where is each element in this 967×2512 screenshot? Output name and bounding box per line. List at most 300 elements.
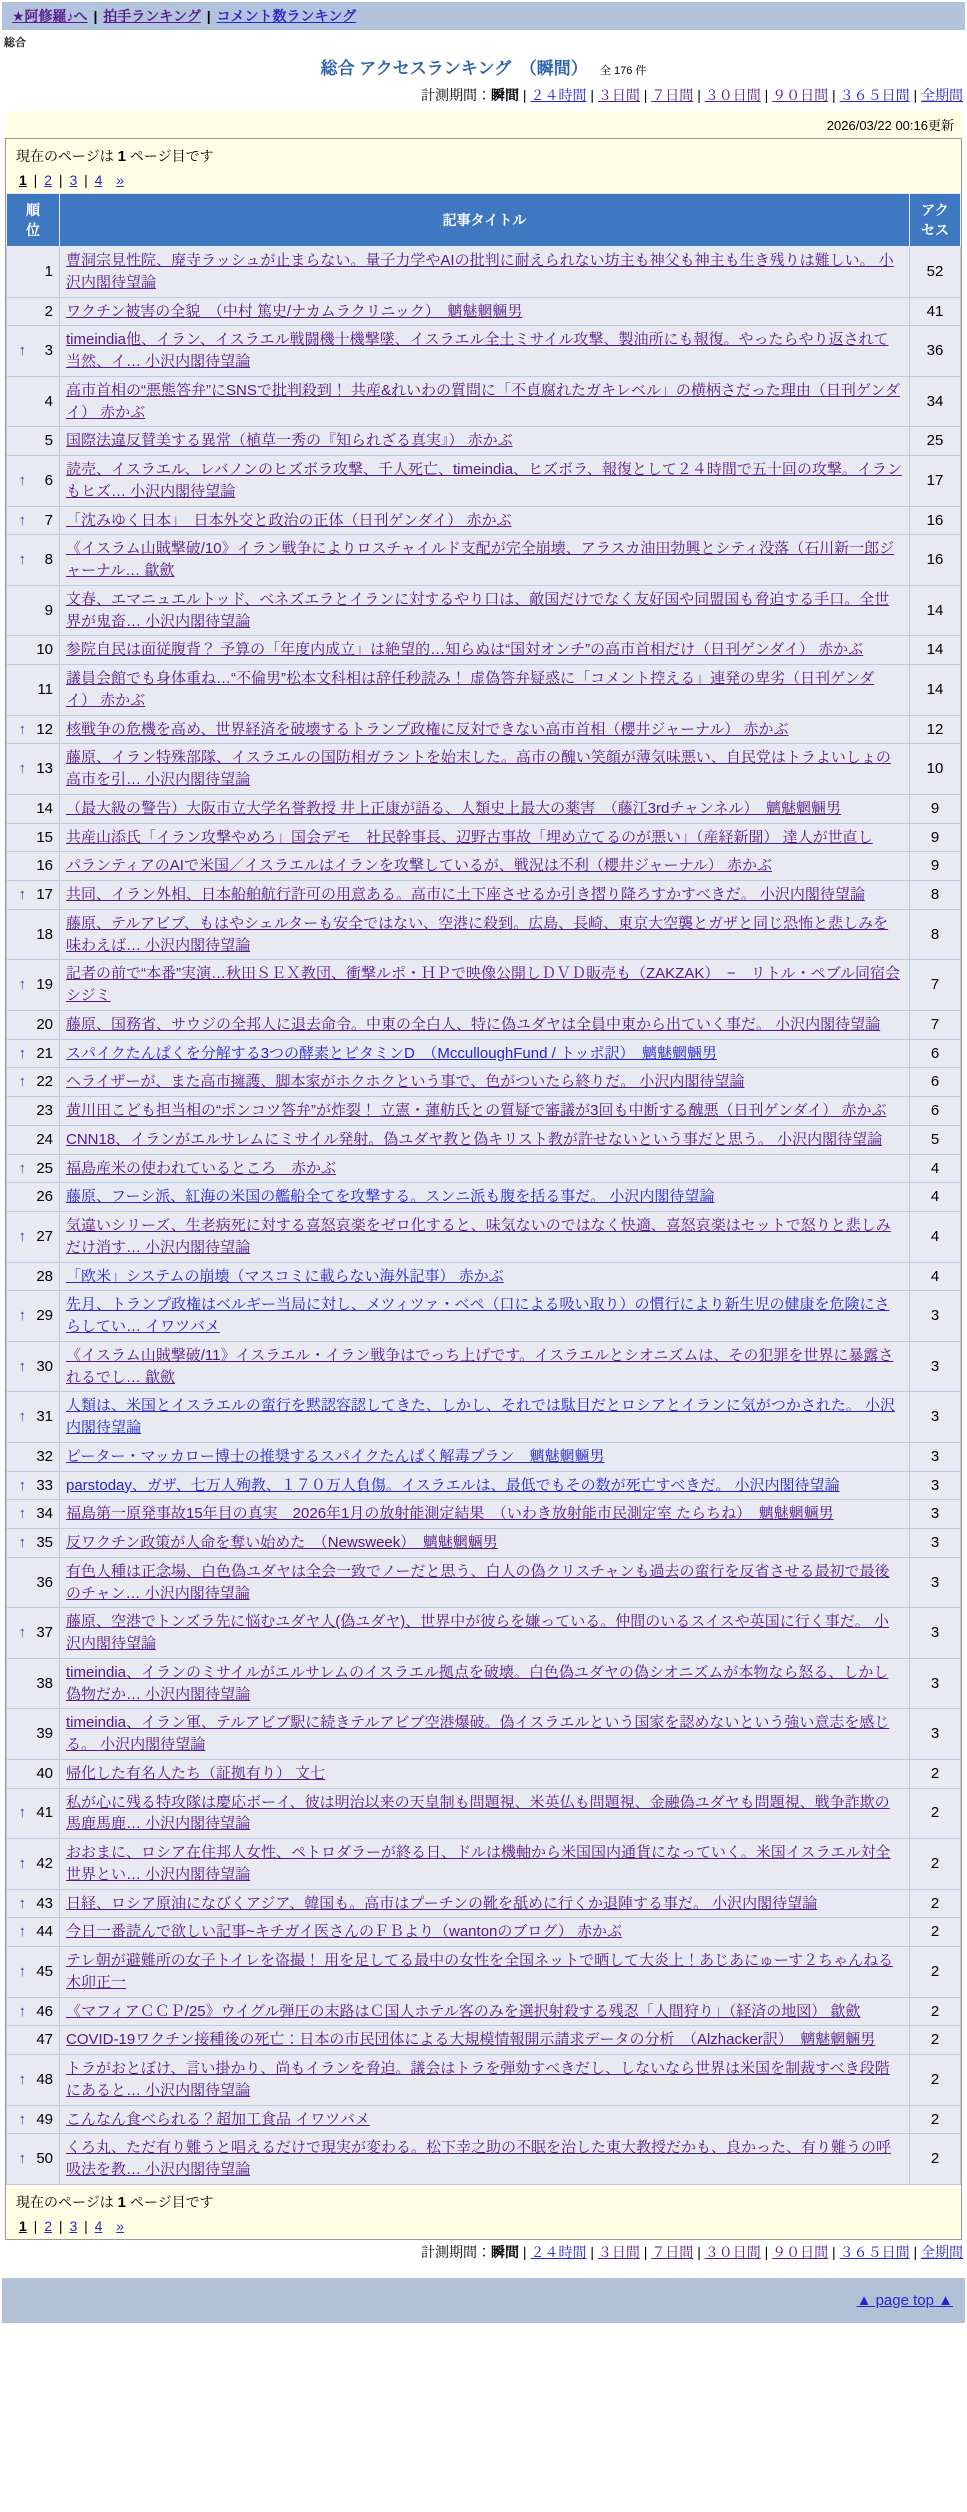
rank-number: 31: [36, 1408, 53, 1426]
article-link[interactable]: 議員会館でも身体重ね…“不倫男”松本文科相は辞任秒読み！ 虚偽答弁疑惑に「コメント控える」連発の卑劣（日刊ゲンダイ） 赤かぶ: [66, 670, 875, 709]
article-link[interactable]: おおまに、ロシア在住邦人女性、ペトロダラーが終る日、ドルは機軸から米国国内通貨になっていく。米国イスラエル対全世界とい… 小沢内閣待望論: [66, 1844, 891, 1883]
up-arrow-icon: ↑: [18, 1073, 26, 1091]
period-option-link[interactable]: ３日間: [597, 2243, 640, 2260]
article-link[interactable]: 読売、イスラエル、レバノンのヒズボラ攻撃、千人死亡、timeindia、ヒズボラ、報復として２４時間で五十回の攻撃。イランもヒズ… 小沢内閣待望論: [66, 461, 902, 500]
article-link[interactable]: 記者の前で“本番”実演…秋田ＳＥＸ教団、衝撃ルポ・ＨＰで映像公開しＤＶＤ販売も（ZAKZAK） − リトル・ペブル同宿会 シジミ: [66, 965, 901, 1004]
rank-number: 47: [36, 2031, 53, 2049]
article-link[interactable]: ヘライザーが、また高市擁護、脚本家がホクホクという事で、色がついたら終りだ。 小沢内閣待望論: [66, 1073, 745, 1091]
table-row: [7, 1608, 961, 1659]
period-option-link[interactable]: ２４時間: [530, 87, 587, 103]
access-count: 5: [910, 1125, 961, 1154]
page-top-link[interactable]: ▲ page top ▲: [856, 2291, 953, 2309]
rank-cell: [7, 823, 60, 852]
rank-number: 1: [44, 262, 53, 280]
separator: |: [519, 2243, 531, 2260]
up-arrow-icon: ↑: [18, 1408, 26, 1426]
access-count: 4: [910, 1262, 961, 1291]
current-page-text: 現在のページは 1 ページ目です: [16, 2193, 214, 2211]
access-count: 3: [910, 1608, 961, 1659]
separator: |: [586, 87, 598, 103]
access-count: 2: [910, 1997, 961, 2026]
up-arrow-icon: ↑: [18, 1476, 26, 1494]
article-link[interactable]: 《イスラム山賊撃破/10》イラン戦争によりロスチャイルド支配が完全崩壊、アラスカ油田勃興とシティ没落（石川新一郎ジャーナル… 歙歛: [66, 540, 895, 579]
title-cell: [60, 1997, 910, 2026]
period-option-link[interactable]: ９０日間: [772, 2243, 829, 2260]
rank-cell: [7, 2055, 60, 2106]
article-link[interactable]: 気違いシリーズ、生老病死に対する喜怒哀楽をゼロ化すると、味気ないのではなく快適、喜怒哀楽はセットで怒りと悲しみだけ消す… 小沢内閣待望論: [66, 1217, 891, 1256]
rank-number: 2: [44, 302, 53, 320]
rank-cell: [7, 636, 60, 665]
ranking-rows: [7, 247, 961, 2185]
rank-cell: [7, 1341, 60, 1392]
rank-cell: [7, 247, 60, 298]
title-cell: [60, 715, 910, 744]
table-row: [7, 1392, 961, 1443]
separator: |: [55, 2217, 67, 2234]
table-row: [7, 427, 961, 456]
page-link[interactable]: 3: [69, 172, 78, 188]
table-row: [7, 1183, 961, 1212]
access-count: 9: [910, 794, 961, 823]
access-count: 3: [910, 1392, 961, 1443]
period-option-link[interactable]: 全期間: [921, 87, 963, 103]
page-links: [16, 172, 951, 188]
title-cell: [60, 1212, 910, 1263]
page-link[interactable]: 2: [44, 172, 53, 188]
article-link[interactable]: 《マフィアＣＣＰ/25》ウイグル弾圧の末路はＣ国人ホテル客のみを選択射殺する残忍「人間狩り」（経済の地図） 歙歛: [66, 2002, 861, 2020]
table-row: [7, 1557, 961, 1608]
rank-number: 28: [36, 1267, 53, 1285]
rank-number: 25: [36, 1159, 53, 1177]
separator: |: [909, 2243, 921, 2260]
article-link[interactable]: timeindia他、イラン、イスラエル戦闘機十機撃墜、イスラエル全土ミサイル攻撃、製油所にも報復。やったらやり返されて当然、イ… 小沢内閣待望論: [66, 331, 889, 370]
title-cell: [60, 1341, 910, 1392]
top-nav-link[interactable]: コメント数ランキング: [216, 8, 357, 24]
table-row: [7, 1529, 961, 1558]
separator: [105, 2218, 113, 2234]
title-cell: [60, 456, 910, 507]
access-count: 2: [910, 1889, 961, 1918]
article-link[interactable]: パランティアのAIで米国／イスラエルはイランを攻撃しているが、戦況は不利（櫻井ジャーナル） 赤かぶ: [66, 857, 772, 875]
rank-number: 39: [36, 1725, 53, 1743]
title-cell: [60, 881, 910, 910]
up-arrow-icon: ↑: [18, 886, 26, 903]
period-option-link[interactable]: ３６５日間: [839, 2243, 910, 2260]
rank-number: 26: [36, 1188, 53, 1206]
table-row: [7, 376, 961, 427]
up-arrow-icon: ↑: [18, 2110, 26, 2128]
article-link[interactable]: timeindia、イラン軍、テルアビブ駅に続きテルアビブ空港爆破。偽イスラエルという国家を認めないという強い意志を感じる。 小沢内閣待望論: [66, 1714, 890, 1753]
period-option-link[interactable]: ２４時間: [530, 2243, 587, 2260]
article-link[interactable]: 今日一番読んで欲しい記事~キチガイ医さんのＦＢより（wantonのブログ） 赤かぶ: [66, 1923, 622, 1941]
article-link[interactable]: こんなん食べられる？超加工食品 イワツバメ: [66, 2110, 370, 2128]
ranking-box: [5, 138, 962, 2240]
article-link[interactable]: 藤原、イラン特殊部隊、イスラエルの国防相ガラントを始末した。高市の醜い笑顔が薄気味悪い、自民党はトラよいしょの高市を引… 小沢内閣待望論: [66, 749, 891, 788]
access-count: 16: [910, 535, 961, 586]
title-cell: [60, 960, 910, 1011]
table-row: [7, 1997, 961, 2026]
article-link[interactable]: 日経、ロシア原油になびくアジア、韓国も。高市はプーチンの靴を舐めに行くか退陣する事だ。 小沢内閣待望論: [66, 1894, 818, 1912]
rank-cell: [7, 2105, 60, 2134]
access-count: 6: [910, 1097, 961, 1126]
table-row: [7, 2134, 961, 2185]
rank-cell: [7, 1658, 60, 1709]
rank-cell: [7, 852, 60, 881]
article-link[interactable]: parstoday、ガザ、七万人殉教、１７０万人負傷。イスラエルは、最低でもその数が死亡すべきだ。 小沢内閣待望論: [66, 1476, 840, 1494]
table-row: [7, 1039, 961, 1068]
rank-number: 34: [36, 1505, 53, 1523]
page-heading: [2, 54, 965, 79]
article-link[interactable]: 共同、イラン外相、日本船舶航行許可の用意ある。高市に土下座させるか引き摺り降ろすかすべきだ。 小沢内閣待望論: [66, 886, 865, 903]
title-cell: [60, 1442, 910, 1471]
table-header-row: [7, 194, 961, 247]
up-arrow-icon: ↑: [18, 1923, 26, 1941]
rank-number: 9: [44, 601, 53, 619]
title-cell: [60, 1788, 910, 1839]
table-row: [7, 456, 961, 507]
article-link[interactable]: COVID-19ワクチン接種後の死亡：日本の市民団体による大規模情報開示請求データの分析 （Alzhacker訳） 魑魅魍魎男: [66, 2031, 876, 2049]
rank-cell: [7, 1097, 60, 1126]
article-link[interactable]: 曹洞宗見性院、廃寺ラッシュが止まらない。量子力学やAIの批判に耐えられない坊主も神父も神主も生き残りは難しい。 小沢内閣待望論: [66, 252, 894, 291]
table-row: [7, 1068, 961, 1097]
article-link[interactable]: テレ朝が避難所の女子トイレを盗撮！ 用を足してる最中の女性を全国ネットで晒して大炎上！あじあにゅーす２ちゃんねる 木卯正一: [66, 1952, 894, 1991]
title-cell: [60, 909, 910, 960]
access-count: 3: [910, 1709, 961, 1760]
rank-cell: [7, 960, 60, 1011]
access-count: 3: [910, 1341, 961, 1392]
rank-number: 35: [36, 1534, 53, 1551]
table-row: [7, 1442, 961, 1471]
access-count: 7: [910, 1010, 961, 1039]
table-row: [7, 1262, 961, 1291]
access-count: 2: [910, 1947, 961, 1998]
rank-number: 21: [36, 1044, 53, 1062]
rank-number: 27: [36, 1227, 53, 1245]
article-link[interactable]: 藤原、空港でトンズラ先に悩むユダヤ人(偽ユダヤ)、世界中が彼らを嫌っている。仲間のいるスイスや英国に行く事だ。 小沢内閣待望論: [66, 1613, 889, 1652]
article-link[interactable]: 高市首相の“悪態答弁”にSNSで批判殺到！ 共産&れいわの質問に「不貞腐れたガキレベル」の横柄さだった理由（日刊ゲンダイ） 赤かぶ: [66, 381, 900, 421]
access-count: 17: [910, 456, 961, 507]
access-count: 36: [910, 326, 961, 377]
rank-cell: [7, 1997, 60, 2026]
title-cell: [60, 1392, 910, 1443]
access-count: 3: [910, 1442, 961, 1471]
rank-number: 17: [36, 886, 53, 903]
rank-number: 32: [36, 1447, 53, 1465]
separator: |: [80, 172, 92, 188]
title-cell: [60, 852, 910, 881]
title-cell: [60, 1291, 910, 1342]
period-option-link[interactable]: 全期間: [921, 2243, 963, 2260]
up-arrow-icon: ↑: [18, 1159, 26, 1177]
page-link-current[interactable]: 1: [19, 2217, 27, 2234]
rank-number: 22: [36, 1073, 53, 1091]
article-link[interactable]: 共産山添氏「イラン攻撃やめろ」国会デモ 社民幹事長、辺野古事故「埋め立てるのが悪い」（産経新聞） 達人が世直し: [66, 828, 873, 846]
title-cell: [60, 326, 910, 377]
separator: |: [29, 172, 42, 188]
title-cell: [60, 744, 910, 795]
article-link[interactable]: 「欧米」システムの崩壊（マスコミに載らない海外記事） 赤かぶ: [66, 1267, 504, 1285]
table-row: [7, 535, 961, 586]
page-link[interactable]: 4: [94, 2217, 103, 2234]
article-link[interactable]: 福島第一原発事故15年目の真実 2026年1月の放射能測定結果 （いわき放射能市民測定室 たらちね） 魑魅魍魎男: [66, 1505, 834, 1523]
title-cell: [60, 247, 910, 298]
title-cell: [60, 2105, 910, 2134]
table-row: [7, 1154, 961, 1183]
title-cell: [60, 1658, 910, 1709]
next-page-link[interactable]: »: [116, 172, 125, 188]
article-link[interactable]: トラがおとぼけ、言い掛かり、尚もイランを脅迫。議会はトラを弾劾すべきだし、しないなら世界は米国を制裁すべき段階にあると… 小沢内閣待望論: [66, 2060, 890, 2099]
rank-number: 43: [36, 1894, 53, 1912]
period-option-link[interactable]: ３６５日間: [839, 87, 910, 103]
table-row: [7, 744, 961, 795]
up-arrow-icon: ↑: [18, 471, 26, 489]
article-link[interactable]: ピーター・マッカロー博士の推奨するスパイクたんぱく解毒プラン 魑魅魍魎男: [66, 1447, 605, 1465]
rank-cell: [7, 744, 60, 795]
period-selector-top: [4, 85, 963, 105]
separator: |: [909, 87, 921, 103]
table-row: [7, 1947, 961, 1998]
rank-cell: [7, 506, 60, 535]
page-link-current[interactable]: 1: [19, 172, 27, 188]
separator: |: [586, 2243, 598, 2260]
table-row: [7, 960, 961, 1011]
separator: |: [89, 8, 102, 24]
page-title: 総合 アクセスランキング （瞬間）: [320, 59, 588, 78]
up-arrow-icon: ↑: [18, 2070, 26, 2088]
article-link[interactable]: 藤原、国務省、サウジの全邦人に退去命令。中東の全白人、特に偽ユダヤは全員中東から出ていく事だ。 小沢内閣待望論: [66, 1015, 881, 1033]
up-arrow-icon: ↑: [18, 1534, 26, 1551]
table-row: [7, 852, 961, 881]
updated-timestamp: 2026/03/22 00:16更新: [5, 111, 962, 138]
period-option-link[interactable]: ３０日間: [704, 2243, 761, 2260]
access-count: 3: [910, 1471, 961, 1500]
table-row: [7, 1839, 961, 1890]
access-count: 2: [910, 1788, 961, 1839]
rank-number: 13: [36, 760, 53, 778]
rank-cell: [7, 535, 60, 586]
article-link[interactable]: スパイクたんぱくを分解する3つの酵素とビタミンD （McculloughFund / トッポ訳） 魑魅魍魎男: [66, 1044, 717, 1062]
title-cell: [60, 1125, 910, 1154]
article-link[interactable]: くろ丸、ただ有り難うと唱えるだけで現実が変わる。松下幸之助の不眠を治した東大教授だかも、良かった、有り難うの呼吸法を教… 小沢内閣待望論: [66, 2139, 892, 2178]
rank-cell: [7, 1788, 60, 1839]
rank-number: 8: [44, 551, 53, 569]
up-arrow-icon: ↑: [18, 1044, 26, 1062]
article-link[interactable]: 核戦争の危機を高め、世界経済を破壊するトランプ政権に反対できない高市首相（櫻井ジャーナル） 赤かぶ: [66, 720, 789, 738]
page-link[interactable]: 3: [69, 2217, 78, 2234]
period-option-link[interactable]: ７日間: [651, 87, 694, 103]
access-count: 3: [910, 1658, 961, 1709]
access-count: 14: [910, 585, 961, 636]
rank-number: 36: [36, 1573, 53, 1591]
table-row: [7, 1500, 961, 1529]
table-row: [7, 636, 961, 665]
rank-number: 10: [36, 641, 53, 659]
rank-number: 6: [44, 471, 53, 489]
separator: |: [828, 87, 840, 103]
title-cell: [60, 1010, 910, 1039]
article-link[interactable]: 参院自民は面従腹背？ 予算の「年度内成立」は絶望的…知らぬは“国対オンチ”の高市首相だけ（日刊ゲンダイ） 赤かぶ: [66, 641, 864, 659]
rank-number: 45: [36, 1962, 53, 1980]
rank-cell: [7, 2134, 60, 2185]
rank-cell: [7, 881, 60, 910]
next-page-link[interactable]: »: [116, 2217, 125, 2234]
title-cell: [60, 1039, 910, 1068]
article-link[interactable]: 有色人種は正念場、白色偽ユダヤは全会一致でノーだと思う、白人の偽クリスチャンも過去の蛮行を反省させる最初で最後のチャン… 小沢内閣待望論: [66, 1562, 890, 1602]
period-selector-bottom: [4, 2242, 963, 2262]
access-count: 14: [910, 636, 961, 665]
page-link[interactable]: 4: [94, 172, 103, 188]
separator: |: [693, 87, 705, 103]
title-cell: [60, 1759, 910, 1788]
period-option-link[interactable]: ９０日間: [772, 87, 829, 103]
title-cell: [60, 1557, 910, 1608]
up-arrow-icon: ↑: [18, 720, 26, 738]
top-nav-link[interactable]: 拍手ランキング: [103, 8, 201, 24]
rank-number: 14: [36, 799, 53, 817]
article-link[interactable]: 文春、エマニュエルトッド、ベネズエラとイランに対するやり口は、敵国だけでなく友好国や同盟国も脅迫する手口。全世界が鬼畜… 小沢内閣待望論: [66, 590, 890, 630]
rank-cell: [7, 1291, 60, 1342]
separator: |: [29, 2217, 42, 2234]
article-link[interactable]: 黄川田こども担当相の“ポンコツ答弁”が炸裂！ 立憲・蓮舫氏との質疑で審議が3回も中断する醜悪（日刊ゲンダイ） 赤かぶ: [66, 1102, 887, 1119]
table-row: [7, 1291, 961, 1342]
up-arrow-icon: ↑: [18, 342, 26, 360]
table-row: [7, 2105, 961, 2134]
period-option-link[interactable]: ３日間: [597, 87, 640, 103]
table-row: [7, 909, 961, 960]
title-cell: [60, 1918, 910, 1947]
article-link[interactable]: timeindia、イランのミサイルがエルサレムのイスラエル拠点を破壊。白色偽ユダヤの偽シオニズムが本物なら怒る、しかし偽物だか… 小沢内閣待望論: [66, 1663, 889, 1703]
title-cell: [60, 2134, 910, 2185]
rank-number: 46: [36, 2002, 53, 2020]
up-arrow-icon: ↑: [18, 511, 26, 529]
rank-cell: [7, 1392, 60, 1443]
title-cell: [60, 636, 910, 665]
rank-cell: [7, 1709, 60, 1760]
period-current: 瞬間: [491, 87, 520, 103]
article-link[interactable]: 先月、トランプ政権はベルギー当局に対し、メツィツァ・ベペ（口による吸い取り）の慣行により新生児の健康を危険にさらしてい… イワツバメ: [66, 1296, 890, 1335]
title-cell: [60, 665, 910, 716]
article-link[interactable]: ワクチン被害の全貌 （中村 篤史/ナカムラクリニック） 魑魅魍魎男: [66, 302, 523, 320]
access-count: 2: [910, 1918, 961, 1947]
access-count: 2: [910, 1839, 961, 1890]
access-count: 9: [910, 852, 961, 881]
up-arrow-icon: ↑: [18, 1894, 26, 1912]
article-link[interactable]: （最大級の警告）大阪市立大学名誉教授 井上正康が語る、人類史上最大の薬害 （藤江3rdチャンネル） 魑魅魍魎男: [66, 799, 841, 817]
article-link[interactable]: 藤原、テルアビブ、もはやシェルターも安全ではない、空港に殺到。広島、長崎、東京大空襲とガザと同じ恐怖と悲しみを味わえば… 小沢内閣待望論: [66, 914, 889, 954]
table-row: [7, 1097, 961, 1126]
rank-cell: [7, 1608, 60, 1659]
article-link[interactable]: 福島産米の使われているところ 赤かぶ: [66, 1159, 337, 1177]
title-cell: [60, 535, 910, 586]
rank-cell: [7, 1154, 60, 1183]
period-option-link[interactable]: ３０日間: [704, 87, 761, 103]
rank-cell: [7, 909, 60, 960]
period-current: 瞬間: [491, 2243, 520, 2260]
current-page-text: 現在のページは 1 ページ目です: [16, 148, 214, 165]
rank-number: 50: [36, 2150, 53, 2168]
rank-number: 44: [36, 1923, 53, 1941]
table-row: [7, 1709, 961, 1760]
rank-cell: [7, 585, 60, 636]
table-row: [7, 1889, 961, 1918]
access-count: 8: [910, 881, 961, 910]
table-row: [7, 326, 961, 377]
access-count: 3: [910, 1500, 961, 1529]
access-count: 4: [910, 1212, 961, 1263]
table-row: [7, 665, 961, 716]
up-arrow-icon: ↑: [18, 1854, 26, 1872]
rank-cell: [7, 1010, 60, 1039]
rank-cell: [7, 1039, 60, 1068]
title-column-header: 記事タイトル: [60, 194, 910, 247]
table-row: [7, 823, 961, 852]
title-cell: [60, 427, 910, 456]
rank-number: 18: [36, 925, 53, 943]
article-link[interactable]: 帰化した有名人たち（証拠有り） 文七: [66, 1764, 326, 1782]
access-count: 4: [910, 1154, 961, 1183]
access-count: 2: [910, 2026, 961, 2055]
rank-cell: [7, 1471, 60, 1500]
period-option-link[interactable]: ７日間: [651, 2243, 694, 2260]
title-cell: [60, 1529, 910, 1558]
article-link[interactable]: 人類は、米国とイスラエルの蛮行を黙認容認してきた、しかし、それでは駄目だとロシアとイランに気がつかされた。 小沢内閣待望論: [66, 1397, 896, 1436]
rank-cell: [7, 1759, 60, 1788]
article-link[interactable]: 反ワクチン政策が人命を奪い始めた （Newsweek） 魑魅魍魎男: [66, 1534, 498, 1551]
bottom-whitespace: [2, 2323, 965, 2383]
table-row: [7, 1341, 961, 1392]
article-link[interactable]: 国際法違反賛美する異常（植草一秀の『知られざる真実』） 赤かぶ: [66, 432, 513, 450]
table-row: [7, 2055, 961, 2106]
title-cell: [60, 1608, 910, 1659]
article-link[interactable]: CNN18、イランがエルサレムにミサイル発射。偽ユダヤ教と偽キリスト教が許せないという事だと思う。 小沢内閣待望論: [66, 1130, 883, 1148]
rank-cell: [7, 665, 60, 716]
title-cell: [60, 823, 910, 852]
table-row: [7, 715, 961, 744]
access-count: 8: [910, 909, 961, 960]
rank-cell: [7, 1442, 60, 1471]
rank-cell: [7, 715, 60, 744]
rank-cell: [7, 1183, 60, 1212]
access-count: 4: [910, 1183, 961, 1212]
access-count: 7: [910, 960, 961, 1011]
period-label: 計測期間：: [421, 87, 492, 103]
rank-cell: [7, 1947, 60, 1998]
article-link[interactable]: 藤原、フーシ派、紅海の米国の艦船全てを攻撃する。スンニ派も腹を括る事だ。 小沢内閣待望論: [66, 1188, 715, 1206]
separator: |: [760, 2243, 773, 2260]
rank-cell: [7, 1839, 60, 1890]
rank-number: 23: [36, 1102, 53, 1119]
access-count: 34: [910, 376, 961, 427]
rank-number: 12: [36, 720, 53, 738]
table-row: [7, 1759, 961, 1788]
access-count: 6: [910, 1068, 961, 1097]
access-count: 12: [910, 715, 961, 744]
rank-number: 48: [36, 2070, 53, 2088]
article-link[interactable]: 《イスラム山賊撃破/11》イスラエル・イラン戦争はでっち上げです。イスラエルとシオニズムは、その犯罪を世界に暴露されるでし… 歙歛: [66, 1346, 894, 1386]
separator: |: [639, 87, 652, 103]
title-cell: [60, 1068, 910, 1097]
access-count: 25: [910, 427, 961, 456]
article-link[interactable]: 「沈みゆく日本」 日本外交と政治の正体（日刊ゲンダイ） 赤かぶ: [66, 511, 512, 529]
access-count: 6: [910, 1039, 961, 1068]
title-cell: [60, 1947, 910, 1998]
article-link[interactable]: 私が心に残る特攻隊は慶応ボーイ、彼は明治以来の天皇制も問題視、米英仏も問題視、金融偽ユダヤも問題視、戦争詐欺の馬鹿馬鹿… 小沢内閣待望論: [66, 1793, 890, 1833]
access-count: 16: [910, 506, 961, 535]
rank-number: 40: [36, 1764, 53, 1782]
up-arrow-icon: ↑: [18, 976, 26, 994]
top-nav-link[interactable]: ★阿修羅♪へ: [12, 8, 88, 24]
page-link[interactable]: 2: [44, 2217, 53, 2234]
